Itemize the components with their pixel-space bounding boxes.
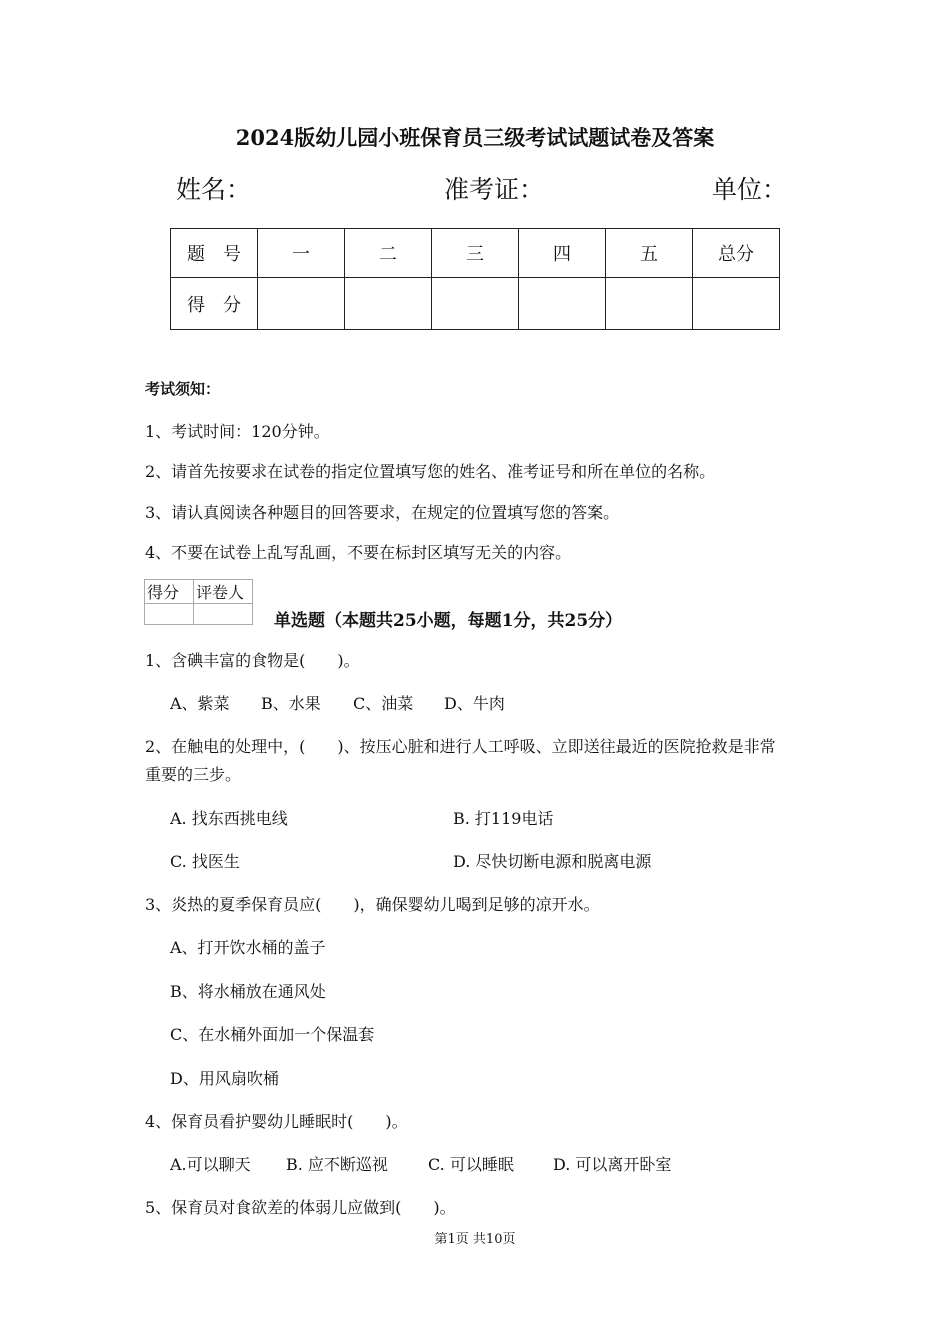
question-option[interactable]: B、将水桶放在通风处	[170, 982, 326, 1001]
notice-item: 1、考试时间：120分钟。	[145, 422, 330, 441]
question-option[interactable]: A.可以聊天	[170, 1155, 251, 1174]
question-option[interactable]: D、用风扇吹桶	[170, 1069, 279, 1088]
question-option[interactable]: B、水果	[261, 694, 321, 713]
score-cell[interactable]	[432, 278, 519, 330]
question-stem: 5、保育员对食欲差的体弱儿应做到( )。	[145, 1198, 456, 1217]
name-label: 姓名：	[176, 175, 252, 204]
question-option[interactable]: C、在水桶外面加一个保温套	[170, 1025, 375, 1044]
grader-score-label: 得分	[145, 580, 194, 604]
question-stem-continued: 重要的三步。	[145, 765, 242, 784]
question-option[interactable]: A. 找东西挑电线	[170, 809, 288, 828]
score-cell[interactable]	[606, 278, 693, 330]
score-row-label: 得 分	[171, 278, 258, 330]
score-cell[interactable]	[258, 278, 345, 330]
page-footer: 第1页 共10页	[434, 1232, 516, 1247]
score-table-score-row	[171, 278, 780, 330]
score-table-header-cell: 一	[258, 229, 345, 278]
score-cell[interactable]	[345, 278, 432, 330]
section-heading: 单选题（本题共25小题，每题1分，共25分）	[274, 611, 623, 631]
grader-table	[144, 579, 253, 625]
question-option[interactable]: D. 尽快切断电源和脱离电源	[453, 852, 652, 871]
notice-title: 考试须知：	[145, 380, 221, 398]
grader-reviewer-cell[interactable]	[194, 604, 253, 625]
question-option[interactable]: A、打开饮水桶的盖子	[170, 938, 326, 957]
score-table-header-cell: 四	[519, 229, 606, 278]
question-option[interactable]: A、紫菜	[170, 694, 230, 713]
notice-item: 3、请认真阅读各种题目的回答要求，在规定的位置填写您的答案。	[145, 503, 620, 522]
score-table-header-cell: 五	[606, 229, 693, 278]
question-option[interactable]: C、油菜	[353, 694, 414, 713]
score-table-header-cell: 三	[432, 229, 519, 278]
score-table-header-cell: 二	[345, 229, 432, 278]
score-table-header-row	[171, 229, 780, 278]
question-option[interactable]: C. 可以睡眠	[428, 1155, 514, 1174]
question-stem: 1、含碘丰富的食物是( )。	[145, 651, 360, 670]
notice-item: 4、不要在试卷上乱写乱画，不要在标封区填写无关的内容。	[145, 543, 572, 562]
score-cell[interactable]	[519, 278, 606, 330]
unit-label: 单位：	[712, 175, 788, 204]
score-table-header-cell: 题 号	[171, 229, 258, 278]
question-option[interactable]: B. 打119电话	[453, 809, 554, 828]
grader-score-cell[interactable]	[145, 604, 194, 625]
score-cell[interactable]	[693, 278, 780, 330]
question-stem: 2、在触电的处理中，( )、按压心脏和进行人工呼吸、立即送往最近的医院抢救是非常	[145, 737, 776, 756]
score-table-header-cell: 总分	[693, 229, 780, 278]
page-title: 2024版幼儿园小班保育员三级考试试题试卷及答案	[235, 125, 715, 150]
question-option[interactable]: B. 应不断巡视	[286, 1155, 388, 1174]
grader-reviewer-label: 评卷人	[194, 580, 253, 604]
question-option[interactable]: C. 找医生	[170, 852, 240, 871]
exam-id-label: 准考证：	[444, 175, 545, 204]
notice-item: 2、请首先按要求在试卷的指定位置填写您的姓名、准考证号和所在单位的名称。	[145, 462, 716, 481]
question-stem: 4、保育员看护婴幼儿睡眠时( )。	[145, 1112, 408, 1131]
question-stem: 3、炎热的夏季保育员应( )，确保婴幼儿喝到足够的凉开水。	[145, 895, 600, 914]
score-table	[170, 228, 780, 330]
question-option[interactable]: D. 可以离开卧室	[553, 1155, 672, 1174]
question-option[interactable]: D、牛肉	[444, 694, 505, 713]
